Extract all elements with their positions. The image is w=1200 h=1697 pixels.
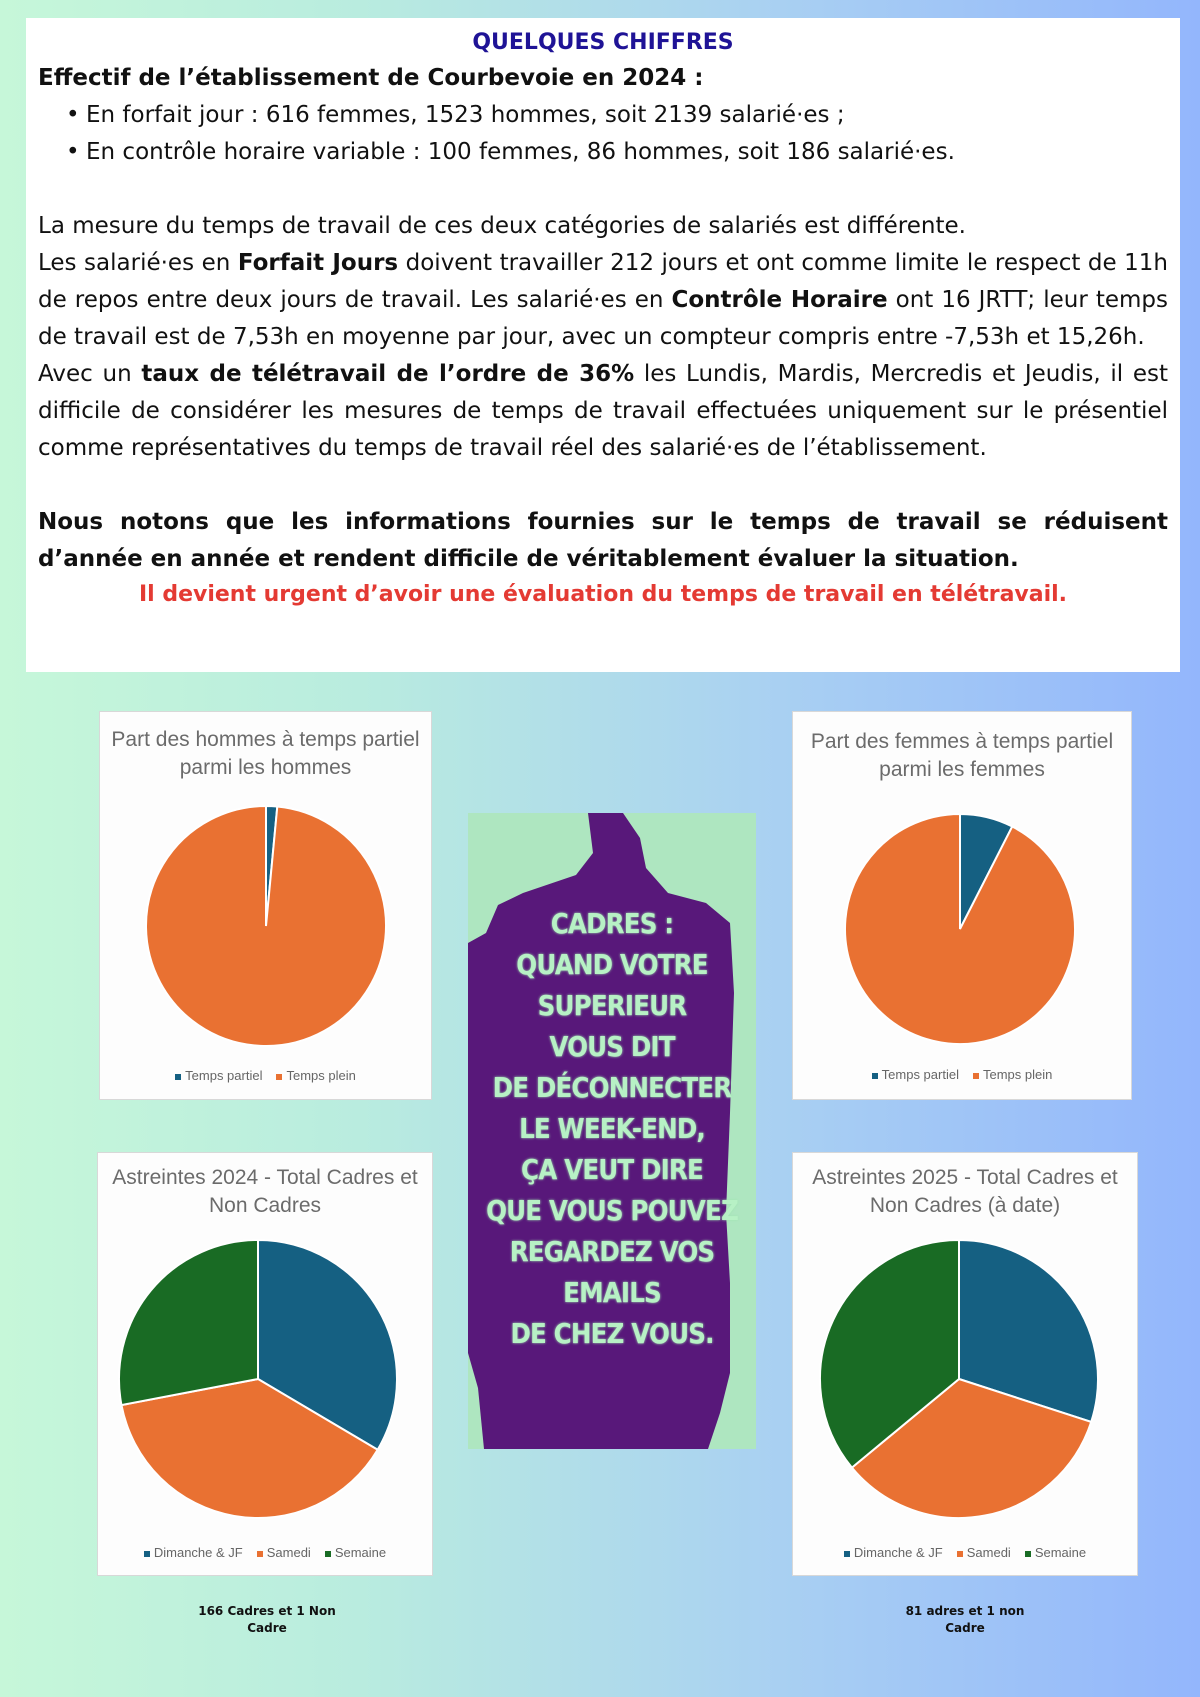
legend-swatch <box>872 1073 878 1079</box>
paragraph-contracts: Les salarié·es en Forfait Jours doivent travailler 212 jours et ont comme limite le respect de 11h de repos entre deux jours de travail. Les salarié·es en Contrôle Horaire ont 16 JRTT; leur temps de travail est de 7,53h en moyenne par jour, avec un compteur compris entre -7,53h et 15,26h. <box>38 250 1168 350</box>
legend-swatch <box>1025 1551 1031 1557</box>
legend-label: Semaine <box>1034 1545 1087 1560</box>
legend-swatch <box>844 1551 850 1557</box>
legend-label: Dimanche & JF <box>853 1545 943 1560</box>
poster-line: VOUS DIT <box>549 1030 675 1063</box>
chart-legend <box>98 1545 432 1560</box>
poster-line: DE CHEZ VOUS. <box>510 1317 714 1350</box>
paragraph-telework: Avec un taux de télétravail de l’ordre de 36% les Lundis, Mardis, Mercredis et Jeudis, il est difficile de considérer les mesures de temps de travail effectuées uniquement sur le présentiel comme représentatives du temps de travail réel des salarié·es de l’établissement. <box>38 361 1168 461</box>
chart-title: Astreintes 2024 - Total Cadres et Non Cadres <box>112 1166 418 1217</box>
poster-slogan <box>485 903 738 1354</box>
pie-chart <box>98 1153 434 1577</box>
key-figures-section <box>26 18 1180 672</box>
pie-slice-temps-plein <box>146 806 386 1046</box>
list-item: • En forfait jour : 616 femmes, 1523 hommes, soit 2139 salarié·es ; <box>66 97 1168 134</box>
pie-slice-semaine <box>119 1240 258 1405</box>
legend-label: Dimanche & JF <box>153 1545 243 1560</box>
chart-legend <box>793 1545 1137 1560</box>
chart-card-on-call-2024 <box>97 1152 433 1576</box>
poster-line: DE DÉCONNECTER <box>492 1071 732 1104</box>
legend-label: Samedi <box>266 1545 311 1560</box>
legend-label: Temps plein <box>286 1068 356 1083</box>
caption-2025: 81 adres et 1 non Cadre <box>905 1604 1025 1635</box>
legend-item <box>1025 1545 1086 1560</box>
pie-slice-temps-plein <box>845 814 1075 1044</box>
urgent-message: Il devient urgent d’avoir une évaluation du temps de travail en télétravail. <box>138 582 1068 607</box>
pie-chart <box>793 712 1133 1101</box>
legend-item <box>957 1545 1011 1560</box>
legend-swatch <box>144 1551 150 1557</box>
legend-item <box>276 1068 355 1083</box>
legend-label: Samedi <box>966 1545 1011 1560</box>
poster-line: LE WEEK-END, <box>519 1112 705 1145</box>
chart-title: Part des femmes à temps partiel parmi les femmes <box>810 730 1114 781</box>
poster-line: SUPERIEUR <box>537 989 687 1022</box>
chart-card-on-call-2025 <box>792 1152 1138 1576</box>
caption-2024: 166 Cadres et 1 Non Cadre <box>198 1604 336 1635</box>
chart-title: Part des hommes à temps partiel parmi les hommes <box>111 728 420 779</box>
legend-label: Temps partiel <box>185 1068 263 1083</box>
chart-title: Astreintes 2025 - Total Cadres et Non Cadres (à date) <box>812 1166 1118 1217</box>
chart-card-women-part-time <box>792 711 1132 1100</box>
staff-heading: Effectif de l’établissement de Courbevoie en 2024 : <box>38 65 704 91</box>
pie-chart <box>793 1153 1139 1577</box>
poster-line: QUE VOUS POUVEZ <box>486 1194 738 1227</box>
legend-label: Semaine <box>334 1545 387 1560</box>
poster-line: REGARDEZ VOS <box>509 1235 715 1268</box>
chart-legend <box>100 1068 431 1083</box>
legend-item <box>144 1545 243 1560</box>
poster-line: QUAND VOTRE <box>516 948 708 981</box>
poster-line: CADRES : <box>550 907 674 940</box>
disconnect-poster <box>468 813 756 1449</box>
legend-swatch <box>957 1551 963 1557</box>
legend-item <box>325 1545 386 1560</box>
bold-note: Nous notons que les informations fournies sur le temps de travail se réduisent d’année en année et rendent difficile de véritablement évaluer la situation. <box>38 509 1168 572</box>
legend-label: Temps partiel <box>881 1067 959 1082</box>
legend-label: Temps plein <box>982 1067 1053 1082</box>
section-title: QUELQUES CHIFFRES <box>472 30 734 55</box>
poster-line: EMAILS <box>563 1276 661 1309</box>
pie-chart <box>100 712 433 1101</box>
legend-swatch <box>257 1551 263 1557</box>
legend-swatch <box>325 1551 331 1557</box>
legend-swatch <box>175 1074 181 1080</box>
list-item: • En contrôle horaire variable : 100 femmes, 86 hommes, soit 186 salarié·es. <box>66 134 1168 171</box>
legend-item <box>844 1545 943 1560</box>
legend-swatch <box>276 1074 282 1080</box>
legend-item <box>257 1545 311 1560</box>
legend-item <box>872 1067 959 1082</box>
legend-item <box>973 1067 1052 1082</box>
legend-swatch <box>973 1073 979 1079</box>
paragraph-measure: La mesure du temps de travail de ces deux catégories de salariés est différente. <box>38 213 966 239</box>
poster-line: ÇA VEUT DIRE <box>521 1153 703 1186</box>
chart-card-men-part-time <box>99 711 432 1100</box>
chart-legend <box>793 1067 1131 1082</box>
legend-item <box>175 1068 262 1083</box>
staff-list <box>38 97 1168 171</box>
